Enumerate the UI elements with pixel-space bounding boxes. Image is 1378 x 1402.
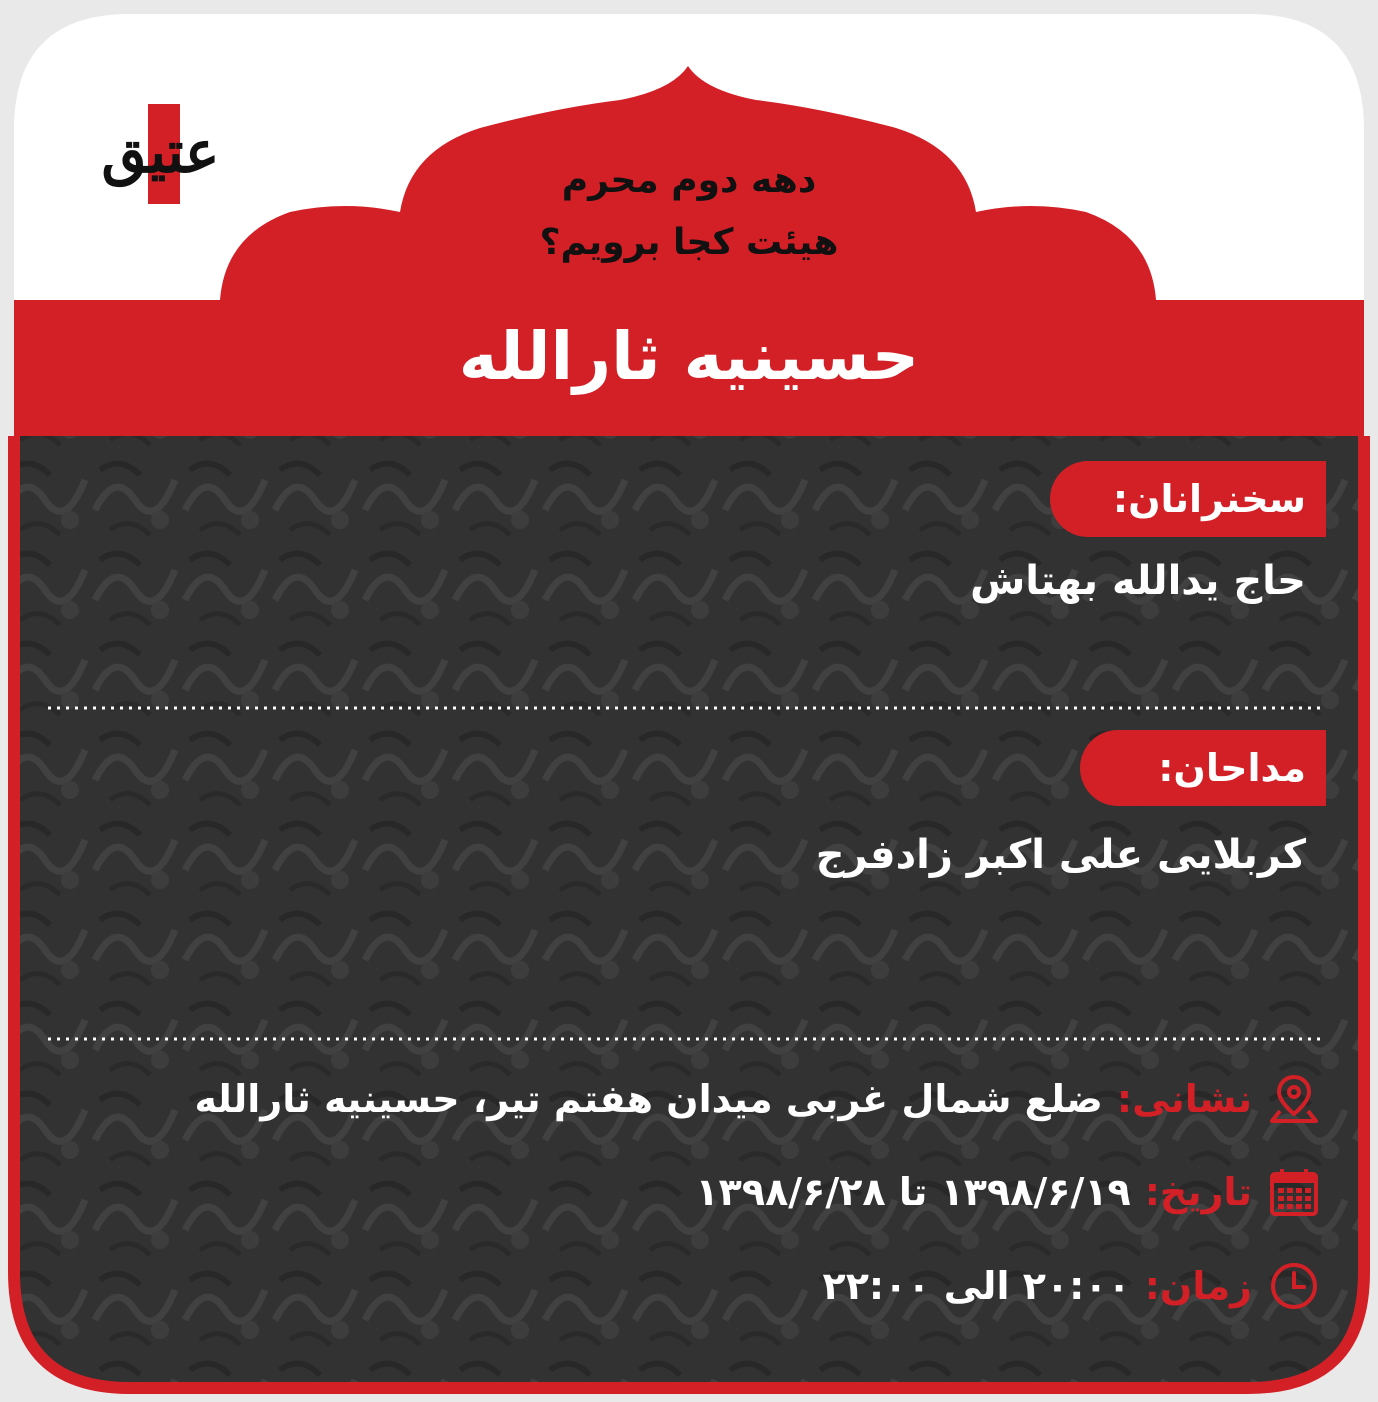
page-title: حسینیه ثارالله (458, 318, 920, 395)
location-pin-icon (1266, 1071, 1322, 1127)
eulogists-label-badge (1080, 730, 1326, 806)
time-label: زمان: (1144, 1264, 1252, 1308)
subtitle-line-1: دهه دوم محرم (561, 160, 817, 201)
speakers-label: سخنرانان: (1112, 477, 1306, 521)
time-row (823, 1251, 1322, 1321)
date-label: تاریخ: (1144, 1170, 1252, 1214)
address-label: نشانی: (1116, 1077, 1252, 1121)
speakers-label-badge (1050, 461, 1326, 537)
date-value: ۱۳۹۸/۶/۱۹ تا ۱۳۹۸/۶/۲۸ (695, 1170, 1131, 1214)
date-row (695, 1157, 1322, 1227)
address-value: ضلع شمال غربی میدان هفتم تیر، حسینیه ثارالله (194, 1077, 1103, 1121)
subtitle-line-2: هیئت کجا برویم؟ (539, 222, 839, 263)
logo-text: عتیق (101, 118, 220, 186)
time-value: ۲۰:۰۰ الی ۲۲:۰۰ (822, 1264, 1131, 1308)
eulogist-name: کربلایی علی اکبر زادفرج (815, 832, 1306, 878)
logo (78, 104, 243, 204)
clock-icon (1266, 1258, 1322, 1314)
eulogists-label: مداحان: (1158, 746, 1306, 790)
speaker-name: حاج یدالله بهتاش (970, 558, 1306, 604)
calendar-icon (1266, 1164, 1322, 1220)
address-row (194, 1064, 1322, 1134)
